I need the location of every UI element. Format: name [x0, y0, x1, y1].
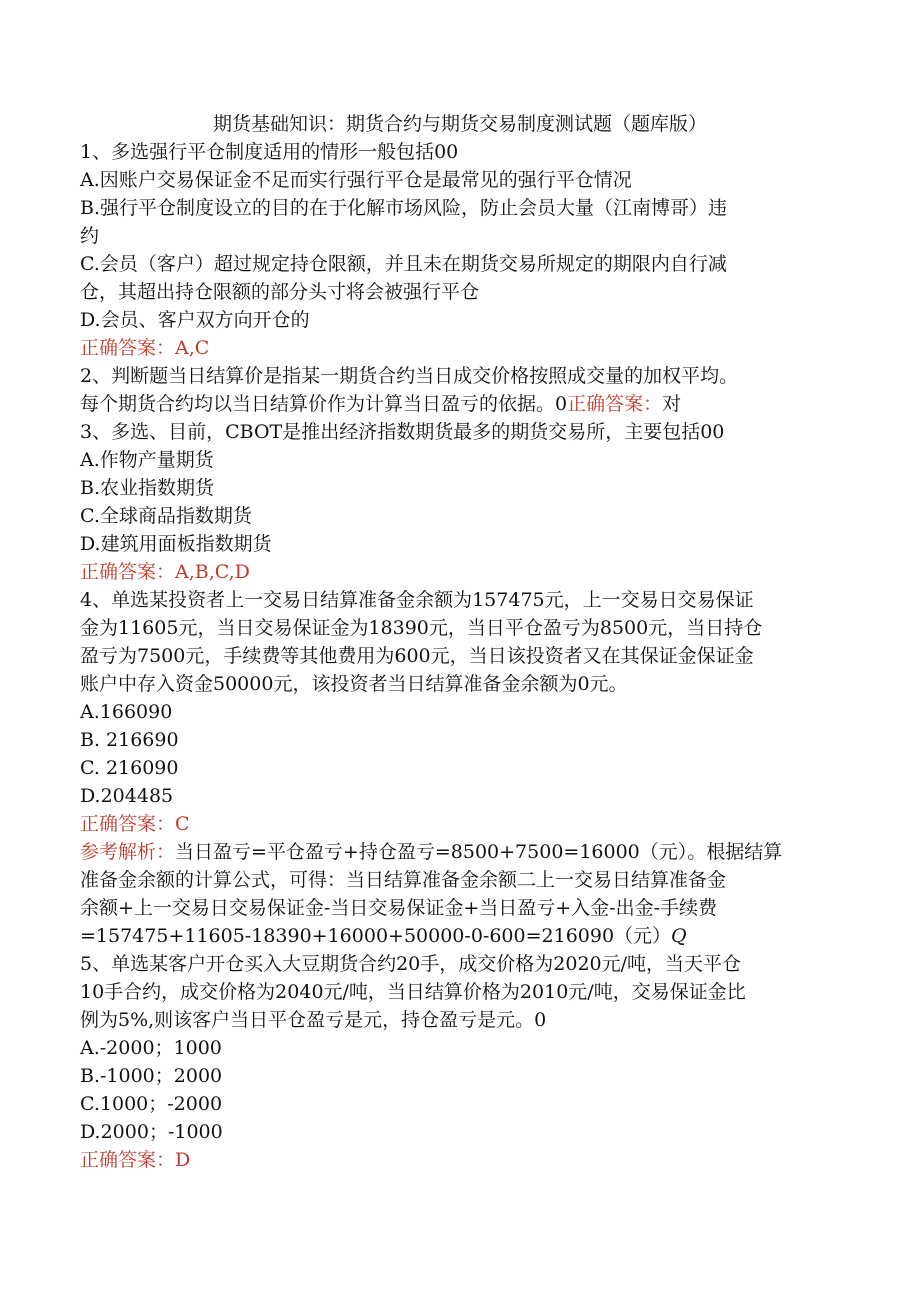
- answer-value: A,C: [175, 337, 210, 359]
- q5-answer: [80, 1146, 828, 1174]
- q4-analysis-line3: 余额+上一交易日交易保证金-当日交易保证金+当日盈亏+入金-出金-手续费: [80, 897, 718, 919]
- q4-line2: 金为11605元，当日交易保证金为18390元，当日平仓盈亏为8500元，当日持仓: [80, 617, 763, 639]
- document-body: [80, 138, 828, 1174]
- q4-line4: 账户中存入资金50000元，该投资者当日结算准备金余额为0元。: [80, 673, 628, 695]
- analysis-label: 参考解析：: [80, 841, 176, 863]
- analysis-text: 当日盈亏=平仓盈亏+持仓盈亏=8500+7500=16000（元）。根据结算: [175, 841, 783, 863]
- q4-option-d: D.204485: [80, 785, 174, 807]
- q2-line2: [80, 390, 828, 418]
- q5-line2: 10手合约，成交价格为2040元/吨，当日结算价格为2010元/吨，交易保证金比: [80, 981, 746, 1003]
- q1-option-d: D.会员、客户双方向开仓的: [80, 309, 310, 331]
- q2-line2-text: 每个期货合约均以当日结算价作为计算当日盈亏的依据。0: [80, 393, 568, 415]
- analysis-text: =157475+11605-18390+16000+50000-0-600=216090（元）: [80, 925, 672, 947]
- q2-line1: 2、判断题当日结算价是指某一期货合约当日成交价格按照成交量的加权平均。: [80, 365, 739, 387]
- q3-stem: 3、多选、目前，CBOT是推出经济指数期货最多的期货交易所，主要包括00: [80, 421, 725, 443]
- q5-line1: 5、单选某客户开仓买入大豆期货合约20手，成交价格为2020元/吨，当天平仓: [80, 953, 742, 975]
- q1-option-c-line2: 仓，其超出持仓限额的部分头寸将会被强行平仓: [80, 281, 480, 303]
- answer-value: C: [175, 813, 190, 835]
- document-title: 期货基础知识：期货合约与期货交易制度测试题（题库版）: [212, 113, 707, 135]
- q3-option-d: D.建筑用面板指数期货: [80, 533, 272, 555]
- q1-option-c-line1: C.会员（客户）超过规定持仓限额，并且未在期货交易所规定的期限内自行减: [80, 253, 727, 275]
- answer-label: 正确答案：: [80, 337, 176, 359]
- q5-option-d: D.2000；-1000: [80, 1121, 223, 1143]
- q3-option-a: A.作物产量期货: [80, 449, 214, 471]
- answer-label: 正确答案：: [567, 393, 663, 415]
- q4-analysis-line1: [80, 838, 828, 866]
- analysis-tail: Q: [671, 925, 687, 947]
- answer-label: 正确答案：: [80, 561, 176, 583]
- q1-option-a: A.因账户交易保证金不足而实行强行平仓是最常见的强行平仓情况: [80, 169, 632, 191]
- answer-value: D: [175, 1149, 191, 1171]
- q3-answer: [80, 558, 828, 586]
- q1-stem: 1、多选强行平仓制度适用的情形一般包括00: [80, 141, 459, 163]
- q4-answer: [80, 810, 828, 838]
- q4-analysis-line4: [80, 922, 828, 950]
- q4-analysis-line2: 准备金余额的计算公式，可得：当日结算准备金余额二上一交易日结算准备金: [80, 869, 727, 891]
- q4-option-a: A.166090: [80, 701, 173, 723]
- answer-label: 正确答案：: [80, 1149, 176, 1171]
- q4-line1: 4、单选某投资者上一交易日结算准备金余额为157475元，上一交易日交易保证: [80, 589, 754, 611]
- q1-answer: [80, 334, 828, 362]
- q1-option-b-line1: B.强行平仓制度设立的目的在于化解市场风险，防止会员大量（江南博哥）违: [80, 197, 728, 219]
- q4-option-b: B. 216690: [80, 729, 179, 751]
- answer-label: 正确答案：: [80, 813, 176, 835]
- q3-option-c: C.全球商品指数期货: [80, 505, 252, 527]
- q5-line3: 例为5%,则该客户当日平仓盈亏是元，持仓盈亏是元。0: [80, 1009, 547, 1031]
- answer-value: 对: [662, 393, 682, 415]
- q5-option-a: A.-2000；1000: [80, 1037, 222, 1059]
- q4-option-c: C. 216090: [80, 757, 179, 779]
- answer-value: A,B,C,D: [175, 561, 250, 583]
- q5-option-b: B.-1000；2000: [80, 1065, 223, 1087]
- q5-option-c: C.1000；-2000: [80, 1093, 223, 1115]
- q1-option-b-line2: 约: [80, 225, 100, 247]
- q3-option-b: B.农业指数期货: [80, 477, 215, 499]
- q4-line3: 盈亏为7500元，手续费等其他费用为600元，当日该投资者又在其保证金保证金: [80, 645, 754, 667]
